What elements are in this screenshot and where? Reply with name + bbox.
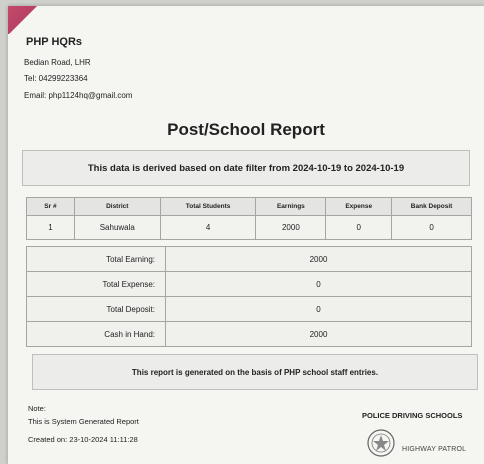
cash-in-hand-label: Cash in Hand: xyxy=(27,322,166,347)
date-filter-banner: This data is derived based on date filter from 2024-10-19 to 2024-10-19 xyxy=(22,150,470,186)
total-row xyxy=(27,272,472,297)
folded-corner xyxy=(8,6,44,34)
total-earning-value: 2000 xyxy=(166,247,472,272)
cell-district: Sahuwala xyxy=(74,216,160,240)
column-header-district: District xyxy=(74,198,160,216)
org-name: PHP HQRs xyxy=(26,36,83,48)
org-email: Email: php1124hq@gmail.com xyxy=(24,91,133,100)
cell-sr: 1 xyxy=(27,216,75,240)
totals-table xyxy=(26,246,472,347)
table-row xyxy=(27,216,472,240)
generated-notice-banner: This report is generated on the basis of PHP school staff entries. xyxy=(32,354,478,390)
column-header-earnings: Earnings xyxy=(256,198,326,216)
total-deposit-value: 0 xyxy=(166,297,472,322)
cash-in-hand-value: 2000 xyxy=(166,322,472,347)
total-deposit-label: Total Deposit: xyxy=(27,297,166,322)
created-timestamp: Created on: 23-10-2024 11:11:28 xyxy=(28,435,138,444)
note-label: Note: xyxy=(28,404,46,413)
cell-bank-deposit: 0 xyxy=(392,216,472,240)
total-expense-label: Total Expense: xyxy=(27,272,166,297)
org-address: Bedian Road, LHR xyxy=(24,58,91,67)
district-table xyxy=(26,197,472,240)
cell-total-students: 4 xyxy=(160,216,256,240)
highway-patrol-label: HIGHWAY PATROL xyxy=(402,446,467,453)
note-text: This is System Generated Report xyxy=(28,417,139,426)
total-expense-value: 0 xyxy=(166,272,472,297)
total-row xyxy=(27,322,472,347)
cell-expense: 0 xyxy=(326,216,392,240)
column-header-expense: Expense xyxy=(326,198,392,216)
org-phone: Tel: 04299223364 xyxy=(24,74,88,83)
column-header-bank-deposit: Bank Deposit xyxy=(392,198,472,216)
column-header-total-students: Total Students xyxy=(160,198,256,216)
report-title: Post/School Report xyxy=(167,120,325,139)
police-emblem-icon xyxy=(364,426,398,460)
cell-earnings: 2000 xyxy=(256,216,326,240)
column-header-sr: Sr # xyxy=(27,198,75,216)
total-earning-label: Total Earning: xyxy=(27,247,166,272)
report-page xyxy=(8,6,484,464)
total-row xyxy=(27,247,472,272)
total-row xyxy=(27,297,472,322)
school-name: POLICE DRIVING SCHOOLS xyxy=(362,411,463,420)
table-header-row xyxy=(27,198,472,216)
